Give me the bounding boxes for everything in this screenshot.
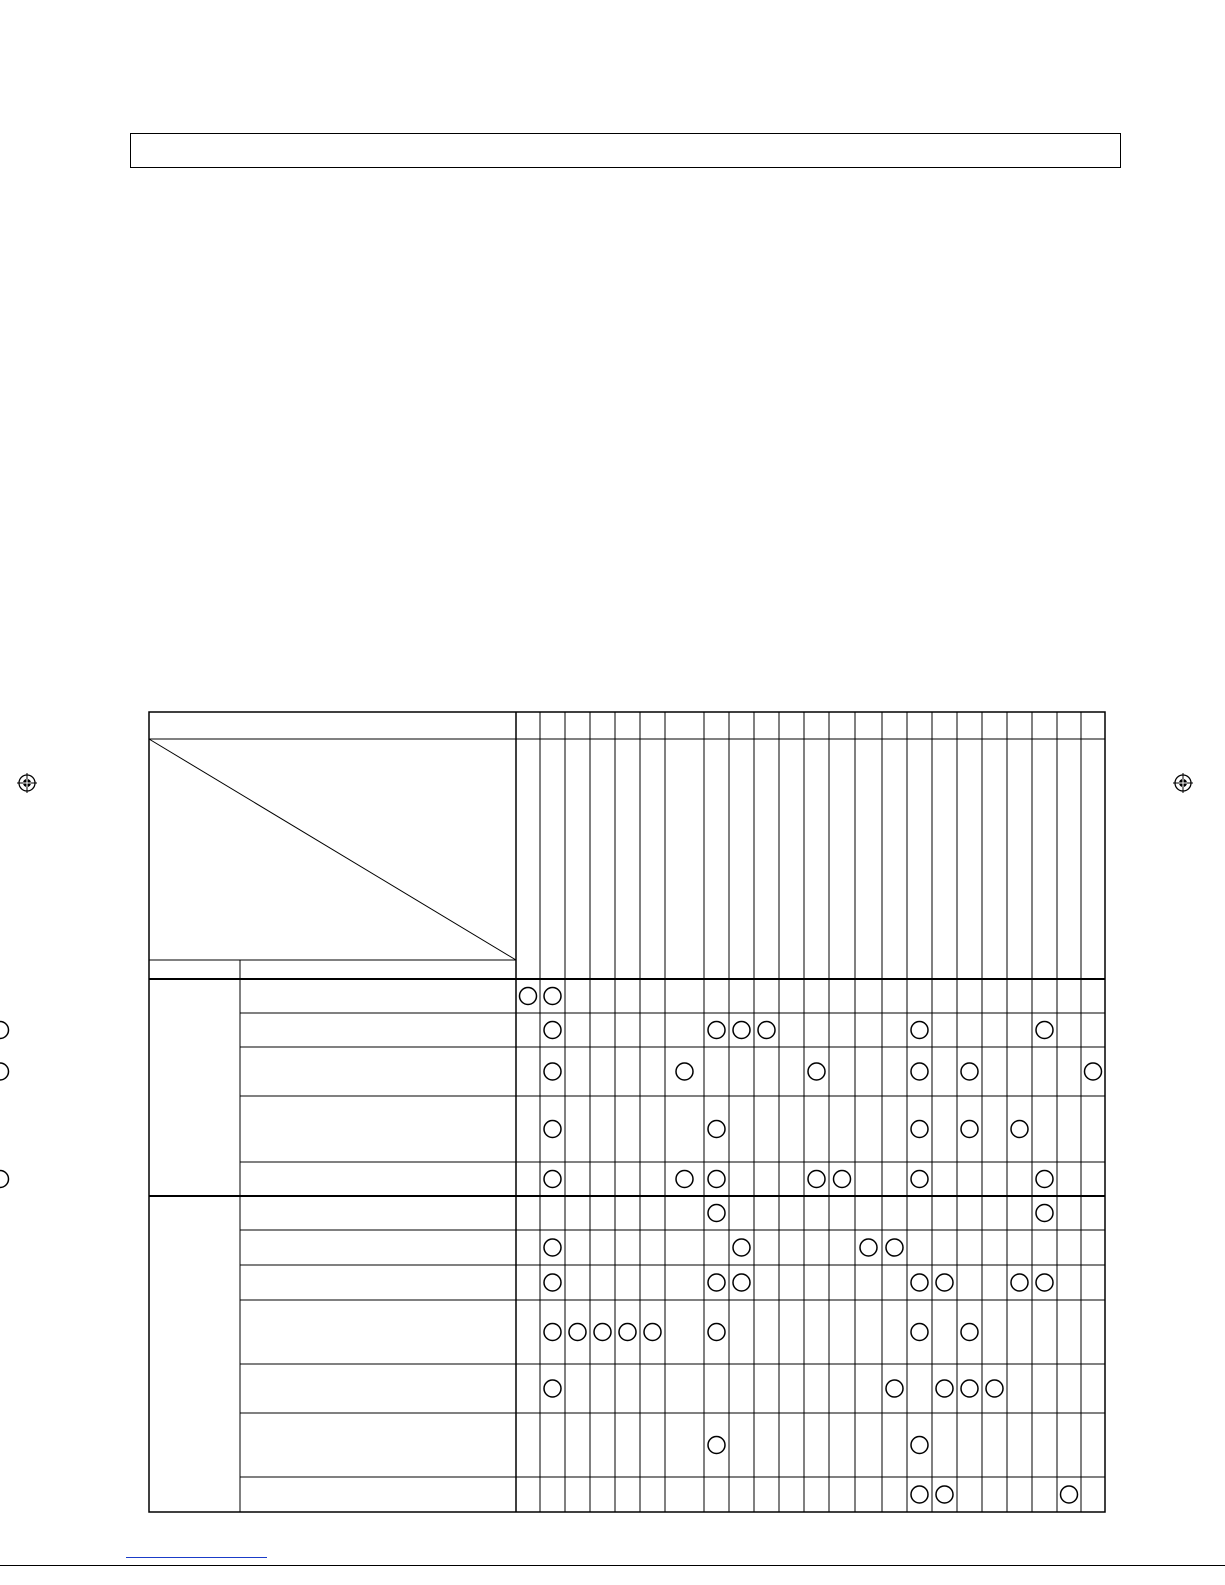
supported-mark-icon (594, 1324, 611, 1341)
supported-mark-icon (708, 1205, 725, 1222)
supported-mark-icon (936, 1380, 953, 1397)
supported-mark-icon (936, 1486, 953, 1503)
supported-mark-icon (544, 1380, 561, 1397)
supported-mark-icon (808, 1063, 825, 1080)
supported-mark-icon (834, 1171, 851, 1188)
supported-mark-icon (0, 1171, 9, 1188)
supported-mark-icon (911, 1121, 928, 1138)
supported-mark-icon (961, 1380, 978, 1397)
supported-mark-icon (1036, 1171, 1053, 1188)
supported-mark-icon (808, 1171, 825, 1188)
supported-mark-icon (544, 1121, 561, 1138)
footer-link-underline (126, 1557, 267, 1558)
supported-mark-icon (1036, 1205, 1053, 1222)
supported-mark-icon (911, 1171, 928, 1188)
supported-mark-icon (758, 1022, 775, 1039)
supported-mark-icon (0, 1063, 9, 1080)
supported-mark-icon (733, 1274, 750, 1291)
supported-mark-icon (961, 1063, 978, 1080)
supported-mark-icon (644, 1324, 661, 1341)
supported-mark-icon (886, 1380, 903, 1397)
supported-mark-icon (1011, 1121, 1028, 1138)
supported-mark-icon (708, 1324, 725, 1341)
supported-mark-icon (544, 988, 561, 1005)
supported-mark-icon (544, 1171, 561, 1188)
supported-mark-icon (886, 1239, 903, 1256)
supported-mark-icon (1036, 1022, 1053, 1039)
supported-mark-icon (544, 1063, 561, 1080)
supported-mark-icon (733, 1239, 750, 1256)
supported-mark-icon (569, 1324, 586, 1341)
supported-mark-icon (676, 1063, 693, 1080)
supported-mark-icon (708, 1437, 725, 1454)
supported-mark-icon (733, 1022, 750, 1039)
supported-mark-icon (619, 1324, 636, 1341)
supported-mark-icon (544, 1022, 561, 1039)
supported-mark-icon (961, 1324, 978, 1341)
supported-mark-icon (708, 1171, 725, 1188)
supported-mark-icon (961, 1121, 978, 1138)
supported-mark-icon (676, 1171, 693, 1188)
supported-mark-icon (1036, 1274, 1053, 1291)
supported-mark-icon (911, 1022, 928, 1039)
supported-mark-icon (0, 1022, 9, 1039)
supported-mark-icon (911, 1324, 928, 1341)
supported-mark-icon (911, 1437, 928, 1454)
footer-rule (0, 1565, 1225, 1566)
supported-mark-icon (911, 1063, 928, 1080)
supported-mark-icon (544, 1324, 561, 1341)
supported-mark-icon (986, 1380, 1003, 1397)
supported-mark-icon (708, 1022, 725, 1039)
supported-mark-icon (936, 1274, 953, 1291)
supported-mark-icon (860, 1239, 877, 1256)
supported-mark-icon (911, 1274, 928, 1291)
supported-mark-icon (544, 1274, 561, 1291)
supported-mark-icon (1085, 1063, 1102, 1080)
supported-mark-icon (1061, 1486, 1078, 1503)
supported-mark-icon (544, 1239, 561, 1256)
supported-mark-icon (708, 1121, 725, 1138)
supported-mark-icon (911, 1486, 928, 1503)
supported-mark-icon (520, 988, 537, 1005)
supported-mark-icon (708, 1274, 725, 1291)
corner-diagonal (149, 739, 516, 960)
supported-mark-icon (1011, 1274, 1028, 1291)
